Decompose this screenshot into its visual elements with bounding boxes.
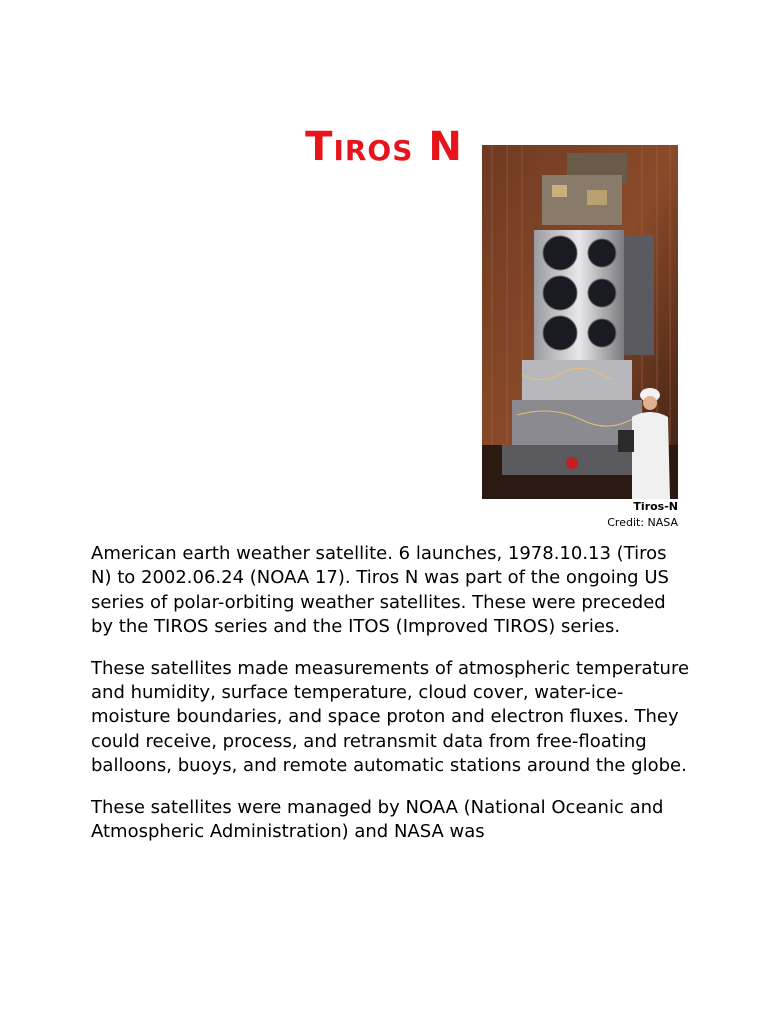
paragraph-2: These satellites made measurements of atmospheric temperature and humidity, surface temperature, cloud cover, water-ice-moisture boundaries, and space proton and electron fluxes. They could receive, process, and retransmit data from free-floating balloons, buoys, and remote automatic stations around the globe. xyxy=(91,657,690,777)
paragraph-3: These satellites were managed by NOAA (National Oceanic and Atmospheric Administration) and NASA was xyxy=(91,796,664,843)
page-title: Tiros N xyxy=(305,123,463,170)
paragraph-1: American earth weather satellite. 6 launches, 1978.10.13 (Tiros N) to 2002.06.24 (NOAA 17). Tiros N was part of the ongoing US series of polar-orbiting weather satellites. These were preceded by the TIROS series and the ITOS (Improved TIROS) series. xyxy=(91,543,669,638)
caption-credit: Credit: NASA xyxy=(607,516,678,529)
figure-caption xyxy=(482,499,678,531)
satellite-photo xyxy=(482,145,678,499)
article-body xyxy=(91,542,691,861)
satellite-figure xyxy=(482,145,678,531)
caption-title: Tiros-N xyxy=(633,500,678,513)
